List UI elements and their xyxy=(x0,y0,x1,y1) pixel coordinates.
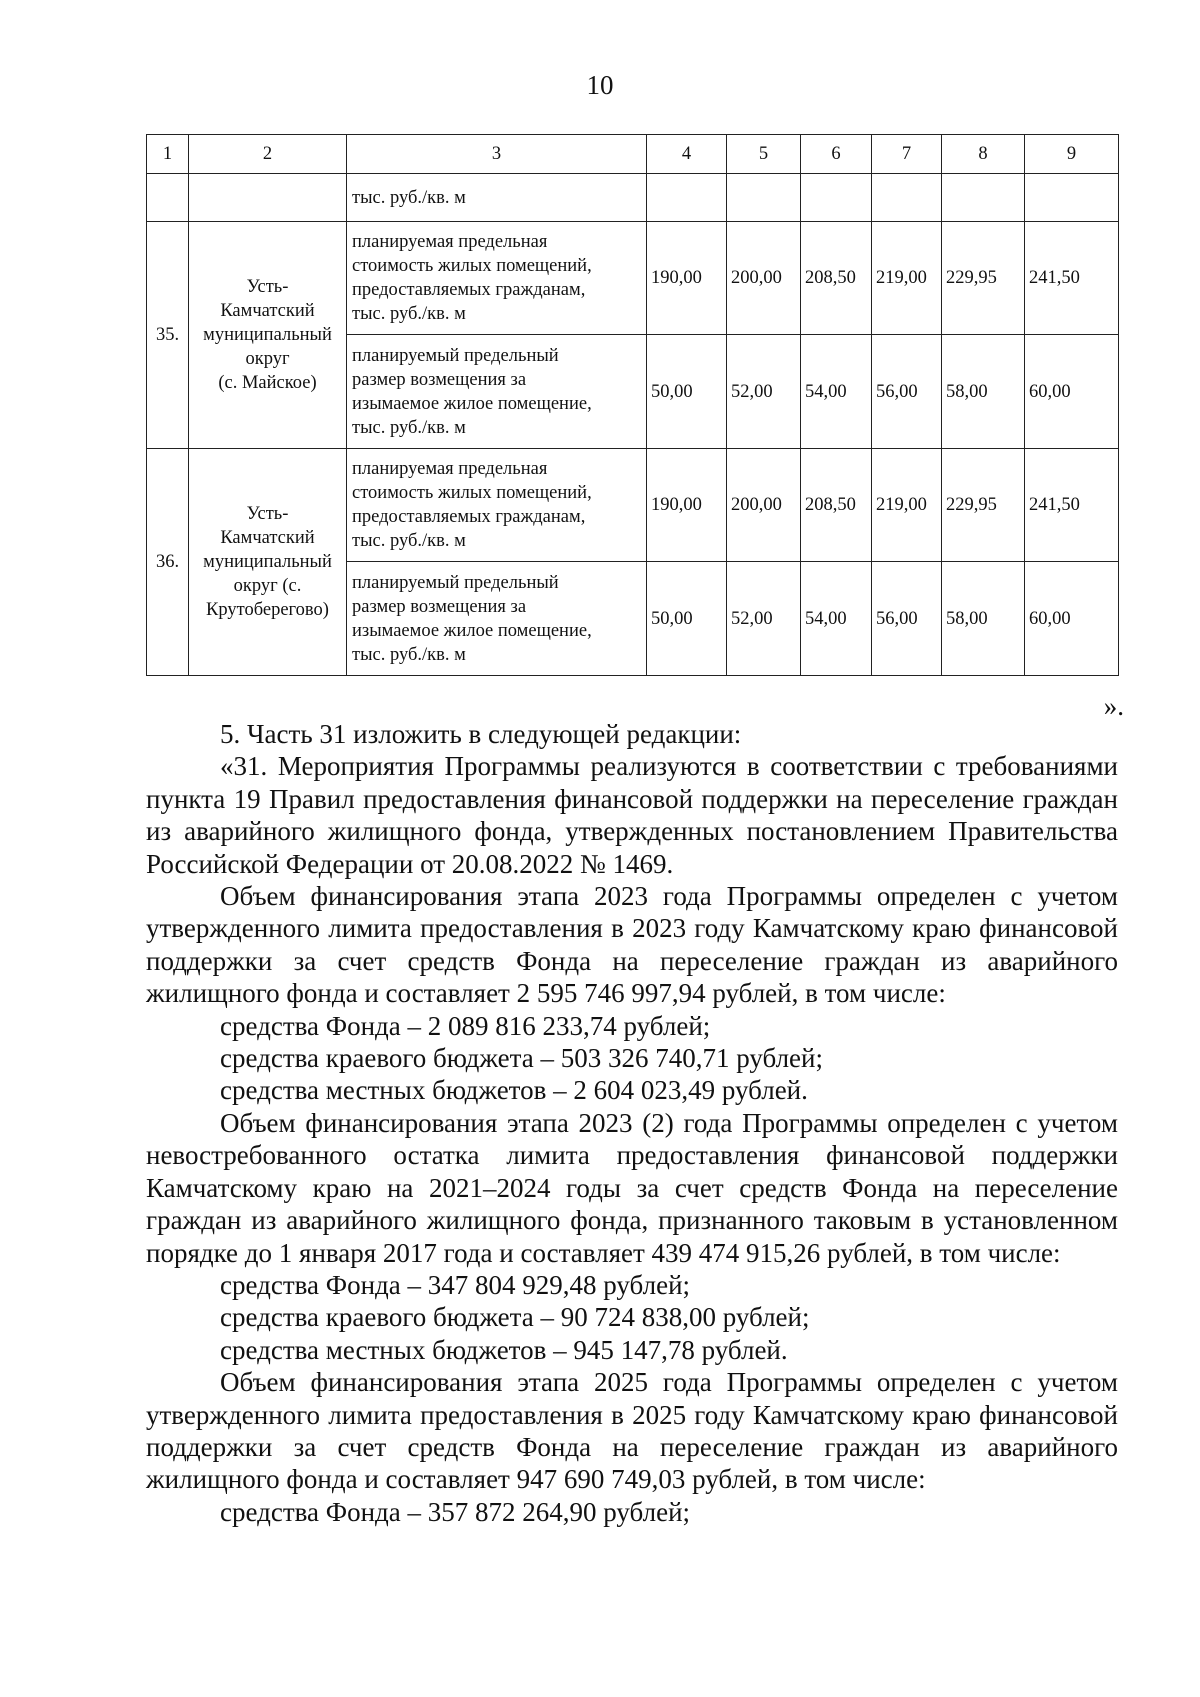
parameter-label-line: тыс. руб./кв. м xyxy=(352,644,466,665)
list-item: средства местных бюджетов – 945 147,78 рублей. xyxy=(220,1334,788,1365)
table-header-cell: 1 xyxy=(147,135,189,174)
list-item: средства Фонда – 357 872 264,90 рублей; xyxy=(220,1496,691,1527)
value-cell: 200,00 xyxy=(727,449,801,562)
parameter-label-line: изымаемое жилое помещение, xyxy=(352,393,592,414)
parameter-label xyxy=(347,222,647,335)
parameter-label xyxy=(347,335,647,449)
table-header-cell: 5 xyxy=(727,135,801,174)
parameter-label-line: предоставляемых гражданам, xyxy=(352,280,586,300)
table-header-cell: 6 xyxy=(801,135,872,174)
value-cell: 190,00 xyxy=(647,222,727,335)
municipality-name-line: (с. Майское) xyxy=(218,373,317,393)
value-cell: 52,00 xyxy=(727,562,801,676)
table-cell xyxy=(801,174,872,222)
value-cell: 208,50 xyxy=(801,222,872,335)
table-header-cell: 7 xyxy=(872,135,942,174)
value-cell: 200,00 xyxy=(727,222,801,335)
value-cell: 219,00 xyxy=(872,449,942,562)
paragraph-31: «31. Мероприятия Программы реализуются в соответствии с требованиями пункта 19 Правил предоставления финансовой поддержки на переселение граждан из аварийного жилищного фонда, утвержденных постановлением Правительства Российской Федерации от 20.08.2022 № 1469. xyxy=(146,751,1118,879)
table-cell xyxy=(872,174,942,222)
parameter-label-line: планируемый предельный xyxy=(352,345,559,366)
value-cell: 54,00 xyxy=(801,335,872,449)
table-header-cell: 2 xyxy=(189,135,347,174)
parameter-label xyxy=(347,449,647,562)
list-item: средства Фонда – 347 804 929,48 рублей; xyxy=(220,1269,691,1300)
parameter-label-line: предоставляемых гражданам, xyxy=(352,507,586,527)
municipality-name xyxy=(189,449,347,676)
row-number: 35. xyxy=(147,222,189,449)
table-cell xyxy=(727,174,801,222)
municipality-name-line: Усть- xyxy=(246,277,289,297)
parameter-label xyxy=(347,562,647,676)
table-cell xyxy=(147,174,189,222)
table-header-cell: 4 xyxy=(647,135,727,174)
item-heading: 5. Часть 31 изложить в следующей редакции: xyxy=(220,719,742,749)
municipality-name-line: Усть- xyxy=(246,504,289,524)
value-cell: 219,00 xyxy=(872,222,942,335)
municipality-name-line: округ (с. xyxy=(233,576,302,596)
value-cell: 190,00 xyxy=(647,449,727,562)
parameter-label-line: размер возмещения за xyxy=(352,596,527,617)
value-cell: 56,00 xyxy=(872,562,942,676)
parameter-label-line: тыс. руб./кв. м xyxy=(352,304,466,324)
parameter-label-line: планируемая предельная xyxy=(352,232,548,252)
value-cell: 50,00 xyxy=(647,562,727,676)
list-item: средства краевого бюджета – 503 326 740,71 рублей; xyxy=(220,1043,823,1074)
table-header-cell: 3 xyxy=(347,135,647,174)
parameter-label-line: изымаемое жилое помещение, xyxy=(352,620,592,641)
value-cell: 50,00 xyxy=(647,335,727,449)
data-table xyxy=(146,134,1119,676)
paragraph-2023-2-financing: Объем финансирования этапа 2023 (2) года Программы определен с учетом невостребованного остатка лимита предоставления финансовой поддержки Камчатскому краю на 2021–2024 годы за счет средств Фонда на переселение граждан из аварийного жилищного фонда, признанного таковым в установленном порядке до 1 января 2017 года и составляет 439 474 915,26 рублей, в том числе: xyxy=(146,1107,1118,1268)
list-item: средства местных бюджетов – 2 604 023,49 рублей. xyxy=(220,1075,808,1106)
parameter-label-line: планируемая предельная xyxy=(352,459,548,479)
value-cell: 60,00 xyxy=(1025,335,1119,449)
value-cell: 229,95 xyxy=(942,222,1025,335)
table-row xyxy=(147,449,1119,562)
table-cell xyxy=(1025,174,1119,222)
table-header-row xyxy=(147,135,1119,174)
value-cell: 241,50 xyxy=(1025,222,1119,335)
value-cell: 58,00 xyxy=(942,562,1025,676)
municipality-name-line: округ xyxy=(245,349,290,369)
parameter-label-line: тыс. руб./кв. м xyxy=(352,417,466,438)
value-cell: 56,00 xyxy=(872,335,942,449)
paragraph-2023-financing: Объем финансирования этапа 2023 года Программы определен с учетом утвержденного лимита предоставления в 2023 году Камчатскому краю финансовой поддержки за счет средств Фонда на переселение граждан из аварийного жилищного фонда и составляет 2 595 746 997,94 рублей, в том числе: xyxy=(146,881,1118,1009)
paragraph-2025-financing: Объем финансирования этапа 2025 года Программы определен с учетом утвержденного лимита предоставления в 2025 году Камчатскому краю финансовой поддержки за счет средств Фонда на переселение граждан из аварийного жилищного фонда и составляет 947 690 749,03 рублей, в том числе: xyxy=(146,1367,1118,1495)
municipality-name-line: Камчатский xyxy=(220,528,315,548)
table-cell xyxy=(647,174,727,222)
parameter-label-line: размер возмещения за xyxy=(352,369,527,390)
parameter-label-line: стоимость жилых помещений, xyxy=(352,483,592,503)
table-cell: тыс. руб./кв. м xyxy=(347,174,647,222)
parameter-label-line: тыс. руб./кв. м xyxy=(352,531,466,551)
table-cell xyxy=(942,174,1025,222)
value-cell: 60,00 xyxy=(1025,562,1119,676)
municipality-name-line: Камчатский xyxy=(220,301,315,321)
table-row xyxy=(147,222,1119,335)
closing-quote: ». xyxy=(1103,691,1124,721)
parameter-label-line: планируемый предельный xyxy=(352,572,559,593)
document-body xyxy=(146,718,1118,1528)
table-header-cell: 9 xyxy=(1025,135,1119,174)
value-cell: 54,00 xyxy=(801,562,872,676)
value-cell: 241,50 xyxy=(1025,449,1119,562)
municipality-name-line: муниципальный xyxy=(203,552,332,572)
table-cell xyxy=(189,174,347,222)
value-cell: 208,50 xyxy=(801,449,872,562)
value-cell: 52,00 xyxy=(727,335,801,449)
value-cell: 229,95 xyxy=(942,449,1025,562)
page-number: 10 xyxy=(586,70,614,100)
list-item: средства краевого бюджета – 90 724 838,00 рублей; xyxy=(220,1302,810,1333)
municipality-name-line: Крутоберегово) xyxy=(206,600,329,620)
parameter-label-line: стоимость жилых помещений, xyxy=(352,256,592,276)
row-number: 36. xyxy=(147,449,189,676)
municipality-name xyxy=(189,222,347,449)
table-header-cell: 8 xyxy=(942,135,1025,174)
list-item: средства Фонда – 2 089 816 233,74 рублей; xyxy=(220,1010,711,1041)
table-continuation-row xyxy=(147,174,1119,222)
municipality-name-line: муниципальный xyxy=(203,325,332,345)
value-cell: 58,00 xyxy=(942,335,1025,449)
